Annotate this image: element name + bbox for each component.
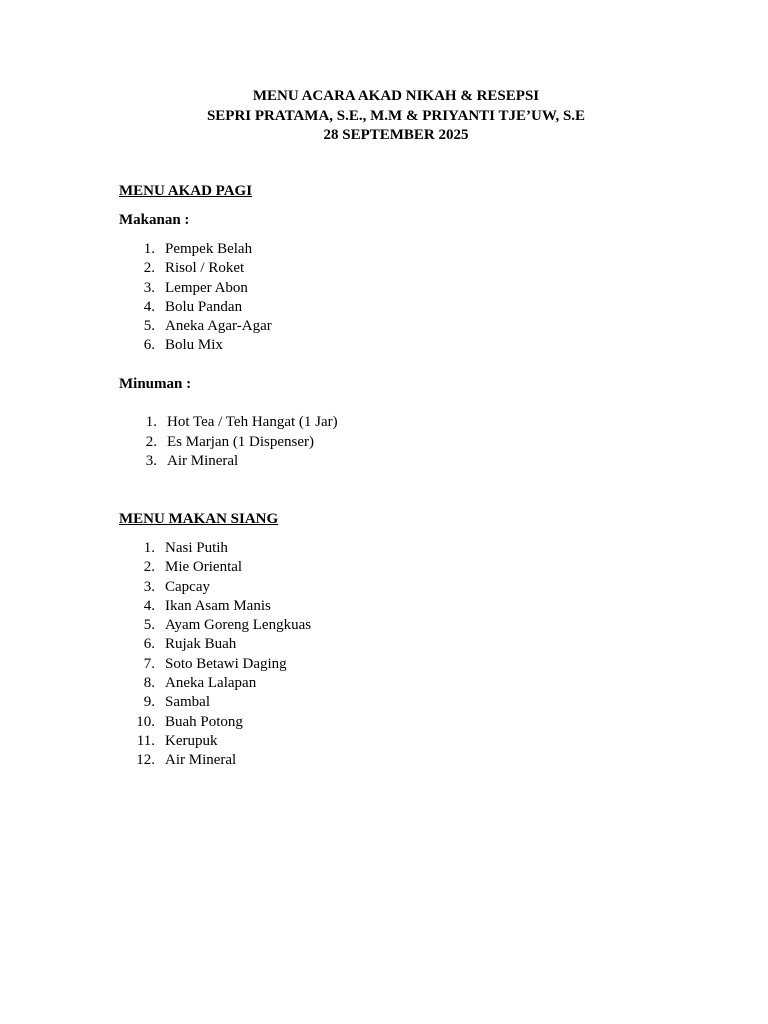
header-date: 28 SEPTEMBER 2025 [323, 127, 469, 143]
list-item-number: 4. [143, 597, 155, 614]
list-item-name: Air Mineral [167, 453, 239, 469]
list-item-number: 11. [136, 732, 155, 749]
header-couple-names: SEPRI PRATAMA, S.E., M.M & PRIYANTI TJE’UW, S.E [206, 107, 586, 124]
list-item-name: Air Mineral [165, 752, 237, 769]
list-item [143, 539, 311, 558]
list-item-number: 3. [145, 453, 157, 469]
list-item [136, 751, 311, 770]
list-item-number: 1. [145, 414, 157, 430]
drink-label: Minuman : [119, 376, 192, 392]
list-item-name: Capcay [165, 578, 210, 595]
list-item [143, 655, 311, 674]
list-item-name: Aneka Agar-Agar [165, 318, 272, 335]
list-item-name: Risol / Roket [165, 260, 245, 277]
list-item [143, 279, 272, 298]
section-title-akad: MENU AKAD PAGI [119, 183, 253, 199]
header-title: MENU ACARA AKAD NIKAH & RESEPSI [252, 88, 540, 104]
list-item-name: Bolu Pandan [165, 298, 243, 315]
list-item-name: Rujak Buah [165, 636, 237, 653]
list-item [145, 413, 338, 433]
list-item [143, 635, 311, 654]
list-item-number: 10. [136, 713, 155, 730]
list-item [136, 713, 311, 732]
list-item-number: 6. [143, 636, 155, 653]
food-label: Makanan : [119, 212, 190, 228]
list-item-name: Es Marjan (1 Dispenser) [167, 433, 315, 450]
list-item-name: Soto Betawi Daging [165, 655, 287, 672]
list-item-name: Ayam Goreng Lengkuas [165, 617, 312, 634]
list-item-name: Lemper Abon [165, 279, 248, 296]
list-item [143, 578, 311, 597]
document-header [0, 87, 768, 146]
list-item [145, 433, 338, 453]
list-item-name: Bolu Mix [165, 337, 223, 354]
drink-list [145, 413, 338, 472]
list-item-number: 3. [143, 279, 155, 296]
list-item [143, 558, 311, 577]
list-item-name: Kerupuk [165, 732, 218, 749]
list-item-number: 4. [143, 298, 155, 315]
list-item-name: Sambal [165, 694, 210, 711]
list-item-number: 2. [143, 559, 155, 576]
list-item-number: 8. [143, 675, 155, 692]
list-item-number: 9. [143, 694, 155, 711]
list-item [143, 240, 272, 259]
list-item-number: 1. [143, 540, 155, 556]
list-item-number: 2. [145, 433, 157, 450]
list-item [143, 674, 311, 693]
section-title-siang: MENU MAKAN SIANG [119, 511, 279, 527]
list-item-name: Aneka Lalapan [165, 675, 257, 692]
list-item-name: Pempek Belah [165, 241, 253, 257]
list-item-number: 6. [143, 337, 155, 354]
list-item-number: 5. [143, 318, 155, 335]
food-list [143, 240, 272, 356]
list-item-name: Ikan Asam Manis [165, 597, 271, 614]
list-item [143, 693, 311, 712]
list-item [143, 616, 312, 635]
list-item [145, 452, 338, 472]
list-item [143, 298, 272, 317]
list-item-name: Buah Potong [165, 713, 243, 730]
list-item-name: Nasi Putih [165, 540, 228, 556]
list-item [143, 597, 311, 616]
list-item-number: 12. [136, 752, 155, 769]
list-item-number: 7. [143, 655, 155, 672]
list-item-name: Hot Tea / Teh Hangat (1 Jar) [167, 414, 338, 430]
list-item-number: 3. [143, 578, 155, 595]
list-item-number: 2. [143, 260, 155, 277]
list-item-number: 5. [143, 617, 155, 634]
list-item-name: Mie Oriental [165, 559, 243, 576]
lunch-list [136, 539, 312, 771]
list-item [143, 336, 272, 355]
list-item [143, 259, 272, 278]
list-item [136, 732, 311, 751]
list-item-number: 1. [143, 241, 155, 257]
list-item [143, 317, 272, 336]
